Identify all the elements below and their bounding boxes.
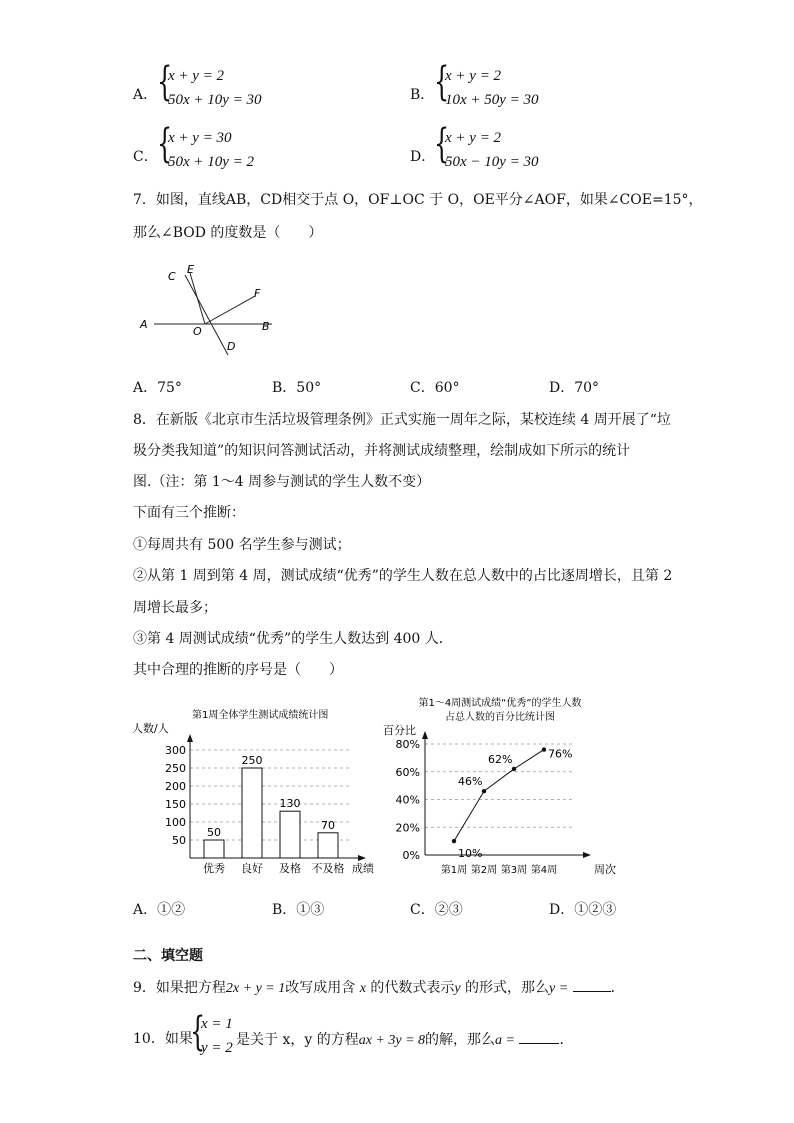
q10-answer-blank[interactable] (519, 1029, 559, 1044)
q6-b-eq2: 10x + 50y = 30 (445, 92, 539, 108)
q8-line3: 图.（注：第 1～4 周参与测试的学生人数不变） (133, 474, 431, 490)
brace-icon: { (157, 59, 173, 105)
line-ytick-label: 80% (395, 738, 420, 751)
line-chart-xlabel: 周次 (594, 863, 616, 876)
q8-line6: ②从第 1 周到第 4 周，测试成绩“优秀”的学生人数在总人数中的占比逐周增长，且第 2 (133, 568, 673, 584)
label-c: C (168, 270, 176, 283)
q10-suffix: 的解，那么 (425, 1032, 496, 1048)
q9-answer-blank[interactable] (573, 977, 611, 992)
q7-option-a: A．75° (133, 380, 182, 396)
line-category-label: 第3周 (500, 865, 528, 876)
q7-line1: 7．如图，直线AB，CD相交于点 O，OF⊥OC 于 O，OE平分∠AOF，如果∠COE=15°， (133, 192, 703, 208)
q8-line1: 8．在新版《北京市生活垃圾管理条例》正式实施一周年之际，某校连续 4 周开展了“垃 (133, 412, 671, 428)
data-label: 76% (548, 747, 573, 761)
q10-end: ． (559, 1032, 574, 1048)
bar-ytick-label: 50 (172, 834, 186, 847)
bar-value-label: 70 (321, 818, 335, 832)
q10-middle: 是关于 x，y 的方程 (236, 1032, 359, 1048)
q7-option-c: C．60° (410, 380, 460, 396)
bar (242, 768, 262, 858)
line-ytick-label: 20% (395, 821, 420, 835)
bar (318, 833, 338, 858)
bar-ytick-label: 200 (165, 780, 186, 793)
data-label: 62% (488, 752, 513, 766)
q6-a-eq2: 50x + 10y = 30 (168, 92, 262, 108)
bar-category-label: 及格 (279, 862, 301, 875)
q6-a-eq1: x + y = 2 (168, 68, 225, 84)
q7-figure (130, 258, 290, 363)
q6-option-b-label: B． (410, 87, 435, 103)
bar-value-label: 130 (279, 797, 301, 811)
q8-line5: ①每周共有 500 名学生参与测试； (133, 537, 351, 553)
q9-var-y: y (454, 981, 461, 996)
bar-category-label: 良好 (241, 862, 263, 875)
brace-icon: { (157, 121, 173, 167)
section-heading: 二、填空题 (133, 948, 203, 964)
line-ytick-label: 0% (402, 849, 420, 862)
q7-line2: 那么∠BOD 的度数是（ ） (133, 225, 323, 241)
data-point (512, 767, 516, 771)
q9-equation: 2x + y = 1 (225, 981, 286, 996)
q6-d-eq1: x + y = 2 (445, 130, 502, 146)
q9-middle: 改写成用含 (285, 980, 356, 996)
y-axis-arrow-icon (187, 734, 193, 742)
q9-var-x: x (359, 981, 366, 996)
q10-eq2: y = 2 (201, 1040, 233, 1056)
q6-option-c-label: C． (133, 149, 158, 165)
q10-eq1: x = 1 (201, 1016, 233, 1032)
line-category-label: 第2周 (470, 865, 498, 876)
line-chart (380, 692, 620, 882)
ray-of (205, 296, 255, 324)
q9-middle2: 的代数式表示 (370, 980, 455, 996)
brace-icon: { (434, 59, 450, 105)
q8-line4: 下面有三个推断： (133, 505, 245, 521)
data-point (542, 747, 546, 751)
bar-ytick-label: 150 (165, 798, 186, 811)
data-point (482, 789, 486, 793)
bar (280, 811, 300, 858)
q8-option-b: B．①③ (272, 902, 325, 918)
x-axis-arrow-icon (358, 855, 366, 861)
bar-ytick-label: 300 (165, 744, 186, 757)
bar-category-label: 优秀 (203, 862, 225, 875)
q8-line8: ③第 4 周测试成绩“优秀”的学生人数达到 400 人． (133, 631, 453, 647)
brace-icon: { (190, 1009, 206, 1055)
q6-option-a-label: A． (133, 87, 158, 103)
q9-line (133, 977, 625, 999)
q8-option-d: D．①②③ (549, 902, 617, 918)
line-chart-title-1: 第1～4周测试成绩“优秀”的学生人数 (418, 698, 582, 709)
bar (204, 840, 224, 858)
q9-end: ． (610, 980, 625, 996)
q7-option-b: B．50° (272, 380, 322, 396)
q6-c-eq2: 50x + 10y = 2 (168, 154, 255, 170)
bar-chart-ylabel: 人数/人 (132, 722, 169, 735)
q9-answer-var: y = (549, 981, 569, 996)
q7-option-d: D．70° (549, 380, 600, 396)
data-label: 10% (458, 847, 483, 861)
line-category-label: 第4周 (530, 865, 558, 876)
q10-rest (236, 1029, 573, 1051)
line-ytick-label: 40% (395, 793, 420, 807)
label-b: B (262, 320, 270, 333)
q9-prefix: 9．如果把方程 (133, 980, 226, 996)
line-ytick-label: 60% (395, 765, 420, 779)
bar-chart-xlabel: 成绩 (352, 862, 374, 875)
label-o: O (193, 325, 202, 338)
label-a: A (140, 318, 148, 331)
x-axis-arrow-icon (583, 852, 591, 858)
q6-option-d-label: D． (410, 149, 436, 165)
bar-value-label: 50 (207, 826, 221, 839)
q8-option-c: C．②③ (410, 902, 463, 918)
q10-equation: ax + 3y = 8 (358, 1033, 426, 1048)
line-category-label: 第1周 (440, 865, 468, 876)
q9-suffix: 的形式，那么 (465, 980, 550, 996)
q8-option-a: A．①② (133, 902, 186, 918)
bar-category-label: 不及格 (311, 862, 345, 875)
label-d: D (227, 340, 236, 353)
q10-prefix: 10．如果 (133, 1031, 193, 1047)
bar-chart-title: 第1周全体学生测试成绩统计图 (192, 710, 329, 721)
ray-oe (190, 273, 205, 324)
label-e: E (187, 263, 194, 276)
label-f: F (254, 287, 261, 300)
q10-answer-var: a = (495, 1033, 515, 1048)
bar-ytick-label: 100 (165, 816, 186, 829)
data-label: 46% (458, 775, 483, 789)
bar-value-label: 250 (241, 754, 263, 767)
q8-line2: 圾分类我知道”的知识问答测试活动，并将测试成绩整理，绘制成如下所示的统计 (133, 443, 631, 459)
q8-line9: 其中合理的推断的序号是（ ） (133, 662, 343, 678)
data-point (452, 839, 456, 843)
line-chart-ylabel: 百分比 (383, 724, 416, 737)
q6-b-eq1: x + y = 2 (445, 68, 502, 84)
bar-chart (130, 700, 390, 880)
q6-c-eq1: x + y = 30 (168, 130, 232, 146)
brace-icon: { (434, 121, 450, 167)
line-chart-title-2: 占总人数的百分比统计图 (445, 712, 555, 723)
q6-d-eq2: 50x − 10y = 30 (445, 154, 539, 170)
q8-line7: 周增长最多； (133, 600, 217, 616)
y-axis-arrow-icon (422, 731, 428, 739)
bar-ytick-label: 250 (165, 762, 186, 775)
